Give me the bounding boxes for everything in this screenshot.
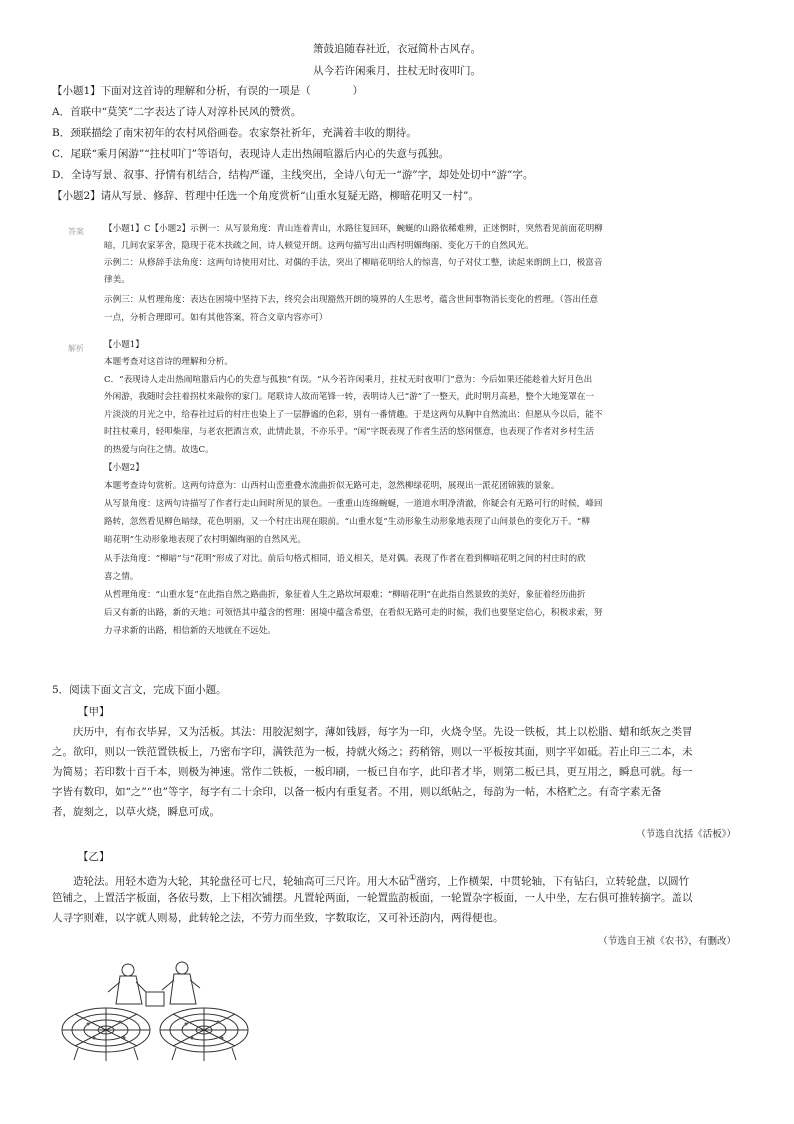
option-d: D．全诗写景、叙事、抒情有机结合，结构严谨，主线突出，全诗八句无一“游”字，却处处切中“游”字。 [52, 169, 534, 181]
passage-jia-line: 为简易；若印数十百千本，则极为神速。常作二铁板，一板印刷，一板已自布字，此印者才毕，则第二板已具，更互用之，瞬息可就。每一 [52, 766, 693, 778]
analysis-line: 的热爱与向往之情。故选C。 [104, 445, 214, 455]
analysis-line: 本题考查诗句赏析。这两句诗意为：山西村山峦重叠水流曲折似无路可走，忽然柳绿花明，展现出一派花团锦簇的景象。 [104, 481, 560, 491]
analysis-line: 片淡淡的月光之中，给春社过后的村庄也染上了一层静谧的色彩，别有一番情趣。于是这两句从胸中自然流出：但愿从今以后，能不 [104, 410, 603, 420]
question-2-stem: 【小题2】请从写景、修辞、哲理中任选一个角度赏析“山重水复疑无路，柳暗花明又一村”。 [52, 190, 479, 202]
option-c: C．尾联“乘月闲游”“拄杖叩门”等语句，表现诗人走出热闹喧嚣后内心的失意与孤独。 [52, 148, 450, 160]
option-b: B．颈联描绘了南宋初年的农村风俗画卷。农家祭社祈年，充满着丰收的期待。 [52, 127, 417, 139]
passage-jia-source: （节选自沈括《活板》） [636, 829, 736, 840]
answer-line: 律美。 [104, 275, 130, 285]
passage-yi-line: 人寻字则难，以字就人则易，此转轮之法，不劳力而坐致，字数取讫，又可补还韵内，两得便也。 [52, 912, 504, 924]
analysis-line: 路转，忽然看见柳色暗绿，花色明丽，又一个村庄出现在眼前。“山重水复”生动形象生动形象地表现了山间景色的变化万千。“柳 [104, 517, 590, 527]
option-a: A．首联中“莫笑”二字表达了诗人对淳朴民风的赞赏。 [52, 106, 302, 118]
answer-line: 示例二：从修辞手法角度：这两句诗使用对比、对偶的手法，突出了柳暗花明给人的惊喜，句子对仗工整，读起来朗朗上口，极富音 [104, 258, 603, 268]
passage-jia-line: 之。欲印，则以一铁范置铁板上，乃密布字印，满铁范为一板，持就火炀之；药稍镕，则以一平板按其面，则字平如砥。若止印三二本，未 [52, 746, 693, 758]
passage-jia-line: 字皆有数印，如“之”“也”等字，每字有二十余印，以备一板内有重复者。不用，则以纸帖之，每韵为一帖，木格贮之。有奇字素无备 [52, 786, 662, 798]
rotating-type-wheel-illustration [58, 958, 250, 1062]
analysis-line: 从哲理角度：“山重水复”在此指自然之路曲折，象征着人生之路坎坷艰难；“柳暗花明”在此指自然景致的美好，象征着经历曲折 [104, 590, 586, 600]
analysis-line: 时拄杖乘月，轻叩柴扉，与老农把酒言欢，此情此景，不亦乐乎。“闲”字既表现了作者生活的悠闲惬意，也表现了作者对乡村生活 [104, 427, 595, 437]
passage-jia-line: 者，旋刻之，以草火烧，瞬息可成。 [52, 806, 220, 818]
analysis-line: 从手法角度：“柳暗”与“花明”形成了对比。前后句格式相同，语义相关，是对偶。表现了作者在看到柳暗花明之间的村庄时的欣 [104, 554, 586, 564]
answer-line: 示例三：从哲理角度：表达在困境中坚持下去，终究会出现豁然开朗的境界的人生思考，蕴含世间事物消长变化的哲理。（答出任意 [104, 295, 599, 305]
passage-jia-line: 庆历中，有布衣毕昇，又为活板。其法：用胶泥刻字，薄如钱唇，每字为一印，火烧令坚。先设一铁板，其上以松脂、蜡和纸灰之类冒 [52, 726, 693, 738]
analysis-line: 力寻求新的出路，相信新的天地就在不远处。 [104, 626, 276, 636]
section-5-title: 5．阅读下面文言文，完成下面小题。 [52, 684, 227, 696]
answer-tag: 答案 [68, 227, 84, 236]
passage-yi-source: （节选自王祯《农书》，有删改） [598, 936, 736, 947]
answer-line: 暗，几间农家茅舍，隐现于花木扶疏之间，诗人顿觉开朗。这两句描写出山西村明媚绚丽、变化万千的自然风光。 [104, 241, 534, 251]
analysis-line: 喜之情。 [104, 572, 139, 582]
passage-yi-line: 笆铺之，上置活字板面，各依号数，上下相次铺摆。凡置轮两面，一轮置监韵板面，一轮置杂字板面，一人中坐，左右俱可推转摘字。盖以 [52, 892, 693, 904]
answer-line: 一点，分析合理即可。如有其他答案，符合文章内容亦可） [104, 313, 328, 323]
analysis-line: 从写景角度：这两句诗描写了作者行走山间时所见的景色。一重重山连绵蜿蜒，一道道水明净清澈，你疑会有无路可行的时候，峰回 [104, 499, 603, 509]
analysis-line: 本题考查对这首诗的理解和分析。 [104, 357, 233, 367]
analysis-line: 后又有新的出路，新的天地；可领悟其中蕴含的哲理：困境中蕴含希望，在看似无路可走的时候，我们也要坚定信心，积极求索，努 [104, 608, 603, 618]
analysis-line: 【小题1】 [104, 340, 144, 350]
analysis-line: C．“表现诗人走出热闹喧嚣后内心的失意与孤独”有误。“从今若许闲乘月，拄杖无时夜叩门”意为：今后如果还能趁着大好月色出 [104, 375, 593, 385]
analysis-line: 外闲游，我随时会拄着拐杖来敲你的家门。尾联诗人故而笔锋一转，表明诗人已“游”了一整天，此时明月高悬，整个大地笼罩在一 [104, 392, 595, 402]
answer-line: 【小题1】C【小题2】示例一：从写景角度：青山连着青山，水路往复回环，蜿蜒的山路依稀难辨，正迷惘时，突然看见前面花明柳 [104, 224, 603, 234]
passage-jia-label: 【甲】 [78, 706, 110, 718]
poem-line-2: 从今若许闲乘月，拄杖无时夜叩门。 [313, 65, 481, 77]
question-1-stem: 【小题1】下面对这首诗的理解和分析，有误的一项是（ ） [52, 85, 364, 97]
poem-line-1: 箫鼓追随春社近，衣冠简朴古风存。 [313, 43, 481, 55]
analysis-line: 【小题2】 [104, 463, 144, 473]
passage-yi-line: 造轮法。用轻木造为大轮，其轮盘径可七尺，轮轴高可三尺许。用大木砧①凿窍，上作横架，中贯轮轴，下有钻臼，立转轮盘，以圆竹 [52, 873, 690, 888]
analysis-line: 暗花明”生动形象地表现了农村明媚绚丽的自然风光。 [104, 535, 307, 545]
footnote-marker: ① [409, 873, 417, 882]
analysis-tag: 解析 [68, 344, 84, 353]
passage-yi-label: 【乙】 [78, 851, 110, 863]
